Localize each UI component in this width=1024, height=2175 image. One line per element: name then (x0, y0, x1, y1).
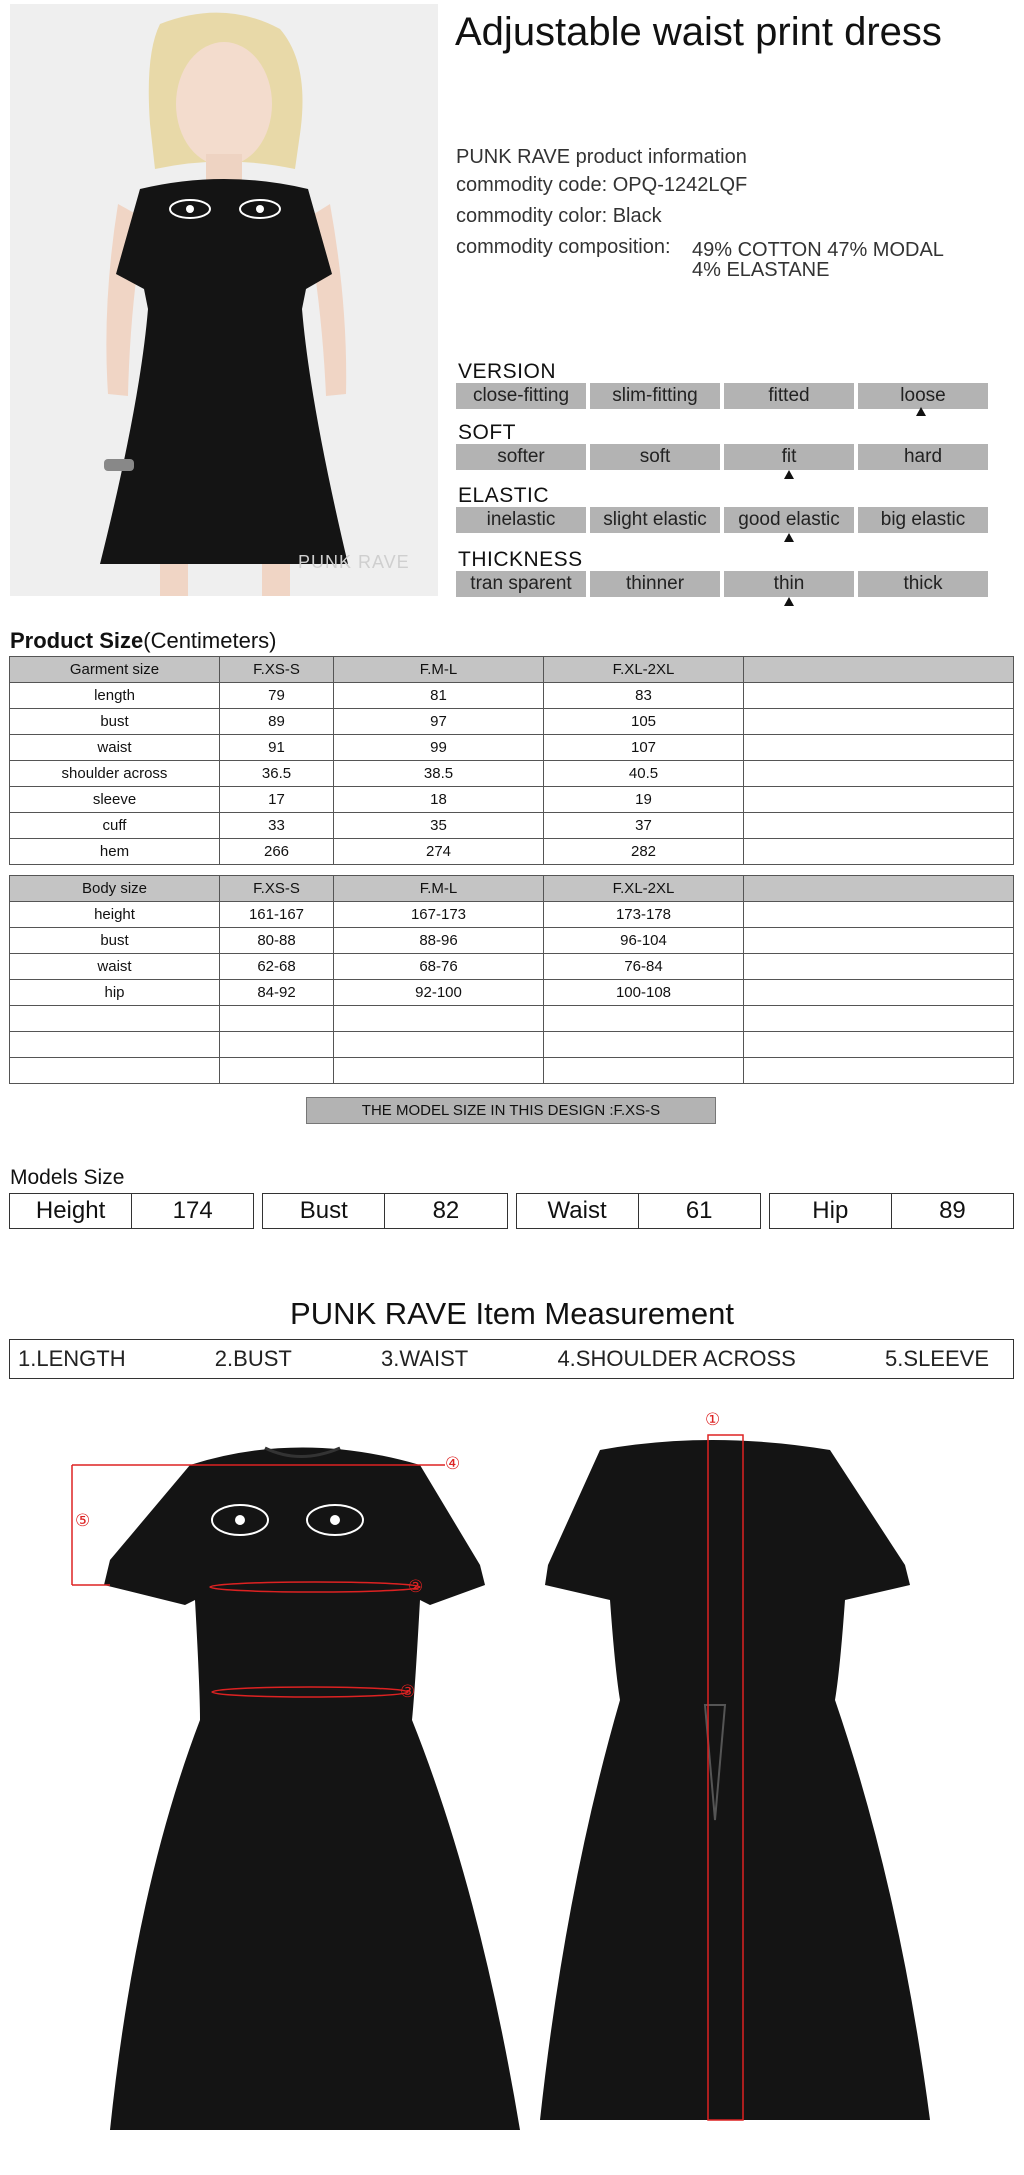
row-label: sleeve (10, 787, 220, 813)
code-value: OPQ-1242LQF (612, 174, 748, 196)
table-row (10, 1006, 1014, 1032)
marker-4: ④ (445, 1454, 461, 1473)
legend-waist: 3.WAIST (381, 1346, 469, 1371)
table-row (10, 813, 1014, 839)
spacer-cell (744, 761, 1014, 787)
soft-marker-icon (784, 470, 794, 479)
row-label: length (10, 683, 220, 709)
row-label: hip (10, 980, 220, 1006)
brand-info: PUNK RAVE product information (456, 146, 747, 168)
soft-option: soft (590, 444, 720, 470)
model-hip-value: 89 (939, 1197, 966, 1224)
table-row (10, 928, 1014, 954)
elastic-option: good elastic (724, 507, 854, 533)
body-size-table (9, 875, 1014, 1084)
measurement-title: PUNK RAVE Item Measurement (290, 1296, 734, 1331)
size-value-cell: 107 (544, 735, 744, 761)
spacer-cell (744, 1032, 1014, 1058)
models-size-heading: Models Size (10, 1166, 125, 1189)
thickness-option: thinner (590, 571, 720, 597)
size-value-cell: 38.5 (334, 761, 544, 787)
commodity-color (456, 205, 662, 228)
row-label: hem (10, 839, 220, 865)
table-row (10, 902, 1014, 928)
size-value-cell: 161-167 (220, 902, 334, 928)
soft-option: hard (858, 444, 988, 470)
soft-option: softer (456, 444, 586, 470)
version-marker-icon (916, 407, 926, 416)
legend-bust: 2.BUST (214, 1346, 292, 1371)
size-column-header: F.XL-2XL (544, 657, 744, 683)
soft-label: SOFT (458, 421, 516, 444)
row-label: bust (10, 709, 220, 735)
elastic-option: big elastic (858, 507, 988, 533)
model-figure (10, 4, 438, 596)
size-value-cell: 266 (220, 839, 334, 865)
size-value-cell: 79 (220, 683, 334, 709)
size-column-header: F.M-L (334, 657, 544, 683)
size-value-cell: 81 (334, 683, 544, 709)
size-value-cell: 89 (220, 709, 334, 735)
version-option: slim-fitting (590, 383, 720, 409)
thickness-marker-icon (784, 597, 794, 606)
size-value-cell (220, 1032, 334, 1058)
code-label: commodity code: (456, 174, 608, 196)
color-label: commodity color: (456, 205, 608, 227)
spacer-cell (744, 813, 1014, 839)
row-label: waist (10, 954, 220, 980)
size-value-cell: 282 (544, 839, 744, 865)
spacer-cell (744, 928, 1014, 954)
model-waist (516, 1193, 761, 1229)
model-hip (769, 1193, 1014, 1229)
model-size-note: THE MODEL SIZE IN THIS DESIGN :F.XS-S (306, 1097, 716, 1124)
size-value-cell (334, 1032, 544, 1058)
size-value-cell: 80-88 (220, 928, 334, 954)
composition-label: commodity composition: (456, 236, 671, 258)
size-value-cell (334, 1058, 544, 1084)
row-label: shoulder across (10, 761, 220, 787)
spacer-cell (744, 1058, 1014, 1084)
legend-shoulder: 4.SHOULDER ACROSS (557, 1346, 796, 1371)
front-dress-shape (104, 1448, 520, 2131)
marker-5: ⑤ (75, 1511, 91, 1530)
spacer-cell (744, 980, 1014, 1006)
product-size-unit: (Centimeters) (143, 628, 277, 653)
size-value-cell (334, 1006, 544, 1032)
size-column-header: F.XL-2XL (544, 876, 744, 902)
table-row (10, 787, 1014, 813)
size-value-cell: 173-178 (544, 902, 744, 928)
size-value-cell: 83 (544, 683, 744, 709)
model-height-label: Height (10, 1194, 132, 1228)
size-value-cell: 96-104 (544, 928, 744, 954)
spacer-cell (744, 902, 1014, 928)
commodity-code (456, 174, 747, 197)
size-value-cell: 19 (544, 787, 744, 813)
spacer-cell (744, 954, 1014, 980)
table-row (10, 735, 1014, 761)
size-value-cell: 100-108 (544, 980, 744, 1006)
size-value-cell: 17 (220, 787, 334, 813)
thickness-option: tran sparent (456, 571, 586, 597)
size-value-cell: 18 (334, 787, 544, 813)
product-size-title: Product Size (10, 628, 144, 653)
size-value-cell: 35 (334, 813, 544, 839)
elastic-marker-icon (784, 533, 794, 542)
model-waist-label: Waist (517, 1194, 639, 1228)
model-bust-value: 82 (432, 1197, 460, 1224)
table-row (10, 1058, 1014, 1084)
size-column-header: F.XS-S (220, 657, 334, 683)
model-height (9, 1193, 254, 1229)
table-row (10, 1032, 1014, 1058)
size-value-cell: 40.5 (544, 761, 744, 787)
thickness-label: THICKNESS (458, 548, 583, 571)
back-dress-shape (540, 1440, 930, 2120)
version-option: fitted (724, 383, 854, 409)
size-value-cell (220, 1006, 334, 1032)
size-value-cell (544, 1032, 744, 1058)
marker-3: ③ (400, 1682, 416, 1701)
product-title: Adjustable waist print dress (455, 10, 942, 54)
garment-size-table (9, 656, 1014, 865)
marker-2: ② (408, 1577, 424, 1596)
spacer-cell (744, 683, 1014, 709)
version-label: VERSION (458, 360, 557, 383)
size-column-header: F.XS-S (220, 876, 334, 902)
row-label (10, 1032, 220, 1058)
legend-length: 1.LENGTH (18, 1346, 126, 1371)
soft-option: fit (724, 444, 854, 470)
model-bust-label: Bust (263, 1194, 385, 1228)
body_table-header-label: Body size (10, 876, 220, 902)
table-row (10, 709, 1014, 735)
composition-line1: 49% COTTON 47% MODAL (692, 239, 944, 261)
thickness-scale (456, 571, 988, 597)
row-label: height (10, 902, 220, 928)
size-value-cell: 88-96 (334, 928, 544, 954)
elastic-scale (456, 507, 988, 533)
models-size-table (9, 1193, 1014, 1229)
model-photo (10, 4, 438, 596)
table-row (10, 683, 1014, 709)
version-scale (456, 383, 988, 409)
size-value-cell (544, 1006, 744, 1032)
size-value-cell: 76-84 (544, 954, 744, 980)
row-label: bust (10, 928, 220, 954)
model-waist-value: 61 (685, 1197, 713, 1224)
legend-sleeve: 5.SLEEVE (885, 1346, 989, 1371)
table-row (10, 954, 1014, 980)
table-row (10, 761, 1014, 787)
spacer-cell (744, 657, 1014, 683)
spacer-cell (744, 1006, 1014, 1032)
size-value-cell: 84-92 (220, 980, 334, 1006)
spacer-cell (744, 709, 1014, 735)
row-label (10, 1006, 220, 1032)
size-value-cell: 97 (334, 709, 544, 735)
size-value-cell: 33 (220, 813, 334, 839)
model-bust (262, 1193, 507, 1229)
measurement-legend (9, 1339, 1014, 1379)
garment_table-header-label: Garment size (10, 657, 220, 683)
spacer-cell (744, 876, 1014, 902)
spacer-cell (744, 787, 1014, 813)
size-value-cell: 167-173 (334, 902, 544, 928)
row-label: cuff (10, 813, 220, 839)
product-size-heading (10, 628, 277, 654)
size-value-cell: 37 (544, 813, 744, 839)
size-value-cell (220, 1058, 334, 1084)
size-value-cell: 274 (334, 839, 544, 865)
body_table-header-row (10, 876, 1014, 902)
size-value-cell: 91 (220, 735, 334, 761)
version-option: loose (858, 383, 988, 409)
elastic-option: inelastic (456, 507, 586, 533)
size-value-cell (544, 1058, 744, 1084)
model-height-value: 174 (172, 1197, 213, 1224)
size-value-cell: 105 (544, 709, 744, 735)
spacer-cell (744, 839, 1014, 865)
size-value-cell: 68-76 (334, 954, 544, 980)
table-row (10, 980, 1014, 1006)
composition-line2: 4% ELASTANE (692, 259, 830, 281)
elastic-option: slight elastic (590, 507, 720, 533)
elastic-label: ELASTIC (458, 484, 550, 507)
size-value-cell: 92-100 (334, 980, 544, 1006)
spacer-cell (744, 735, 1014, 761)
row-label (10, 1058, 220, 1084)
thickness-option: thick (858, 571, 988, 597)
color-value: Black (612, 205, 662, 227)
table-row (10, 839, 1014, 865)
back-dress-diagram (510, 1390, 930, 2170)
row-label: waist (10, 735, 220, 761)
size-value-cell: 62-68 (220, 954, 334, 980)
front-dress-diagram (75, 1390, 510, 2170)
garment_table-header-row (10, 657, 1014, 683)
size-column-header: F.M-L (334, 876, 544, 902)
watermark: PUNK RAVE (298, 552, 410, 572)
size-value-cell: 99 (334, 735, 544, 761)
marker-1: ① (705, 1410, 721, 1429)
soft-scale (456, 444, 988, 470)
version-option: close-fitting (456, 383, 586, 409)
model-hip-label: Hip (770, 1194, 892, 1228)
thickness-option: thin (724, 571, 854, 597)
size-value-cell: 36.5 (220, 761, 334, 787)
